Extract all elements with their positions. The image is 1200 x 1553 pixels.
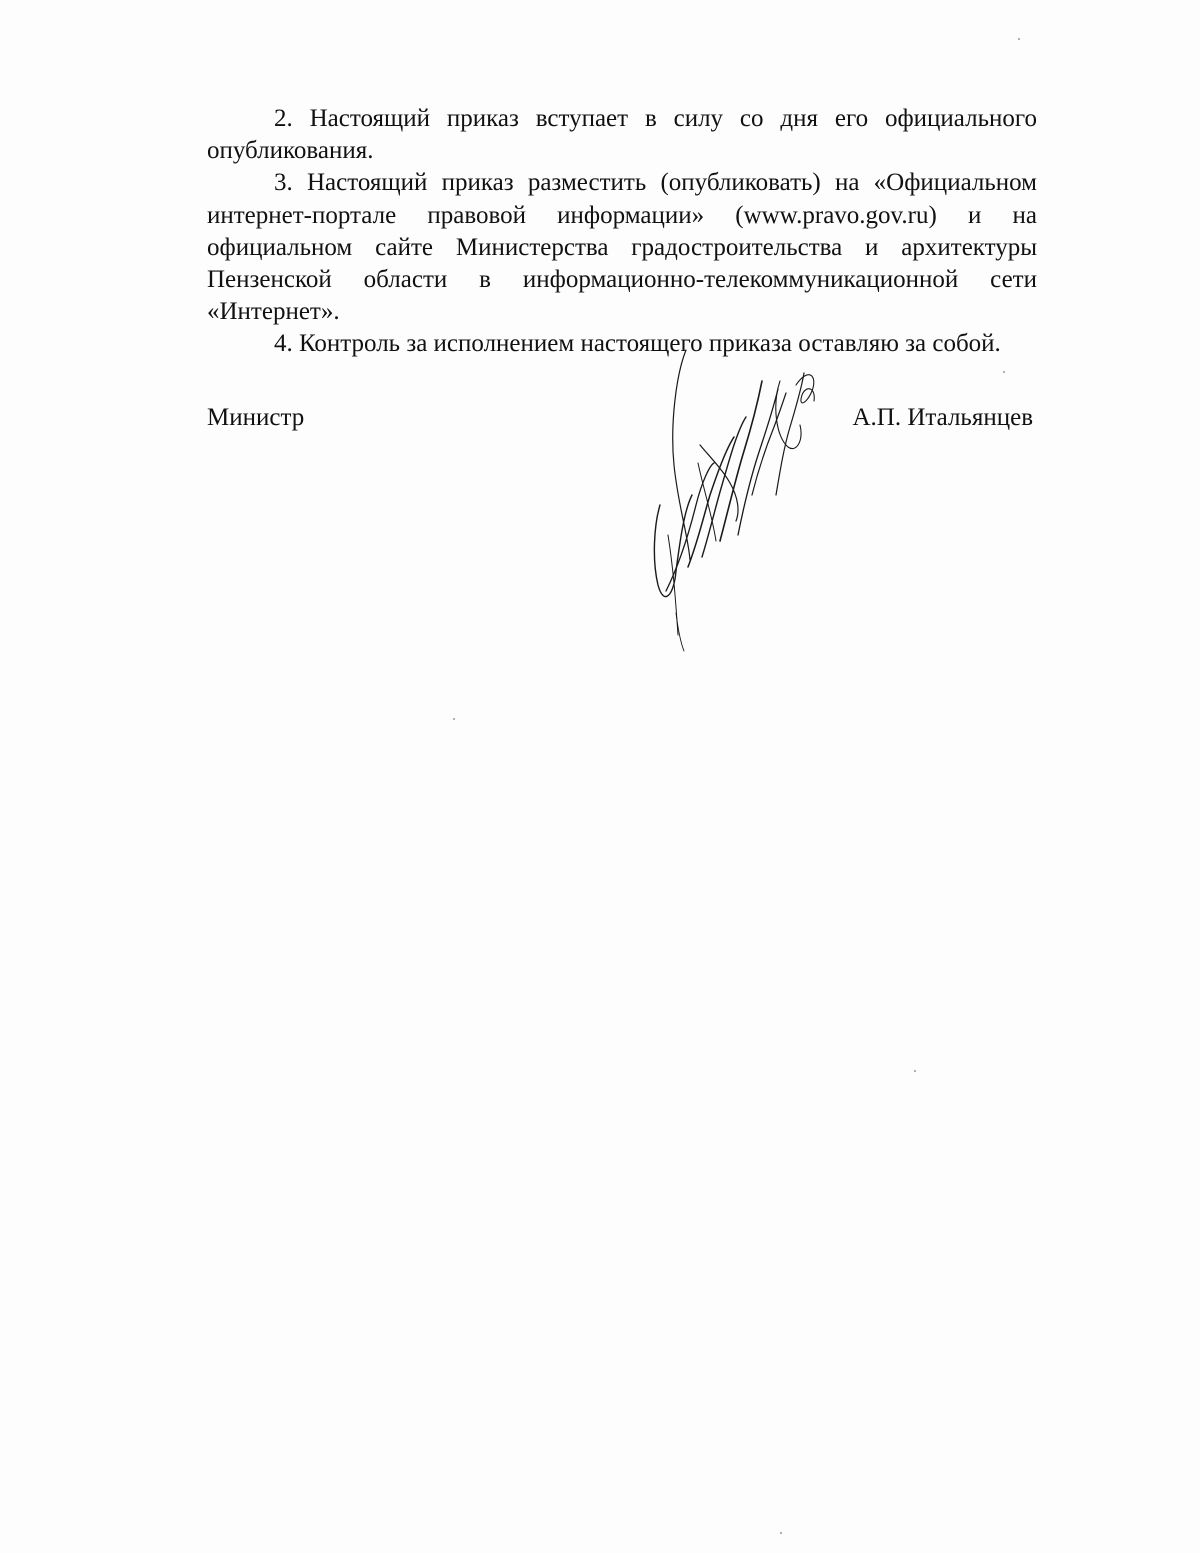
paragraph-4: 4. Контроль за исполнением настоящего приказа оставляю за собой.	[274, 330, 1001, 358]
scan-speck	[1003, 371, 1005, 373]
order-text	[207, 103, 1037, 361]
paragraph-3: 3. Настоящий приказ разместить (опубликовать) на «Официальном интернет-портале правовой информации» (www.pravo.gov.ru) и на официальном сайте Министерства градостроительства и архитектуры Пензенской области в информационно-телекоммуникационной сети «Интернет».	[207, 169, 1037, 326]
scan-speck	[914, 1070, 916, 1072]
signer-name: А.П. Итальянцев	[852, 404, 1033, 431]
signer-position: Министр	[207, 404, 305, 431]
scan-speck	[1018, 38, 1020, 40]
scan-speck	[453, 718, 455, 720]
handwritten-signature-icon	[640, 345, 830, 655]
signature-block	[207, 400, 1037, 436]
scan-speck	[780, 1532, 782, 1534]
paragraph-2: 2. Настоящий приказ вступает в силу со дня его официального опубликования.	[207, 105, 1037, 165]
